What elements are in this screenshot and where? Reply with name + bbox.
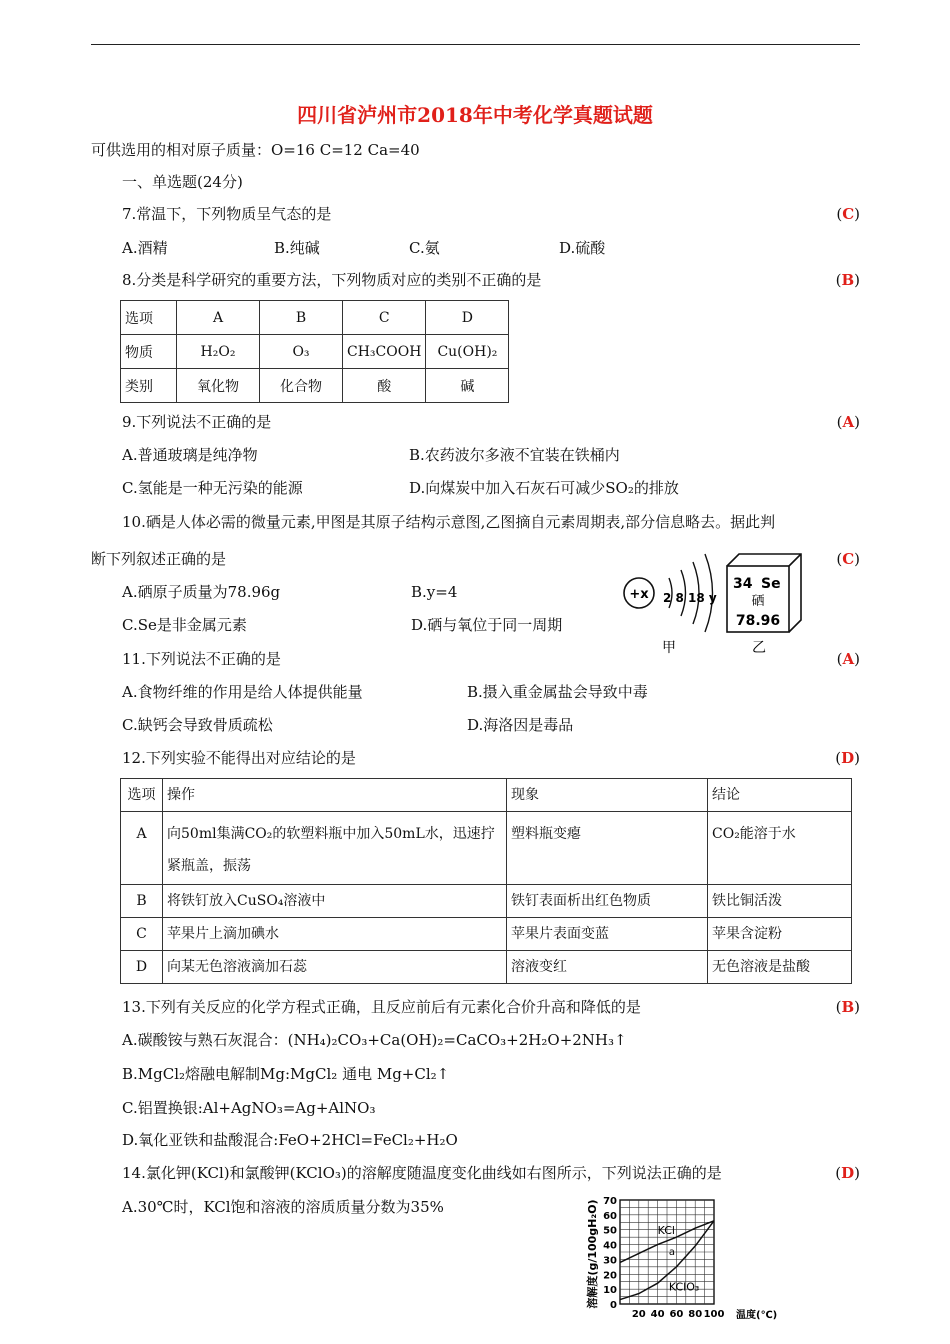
- table-cell: 塑料瓶变瘪: [507, 812, 708, 885]
- table-cell: 溶液变红: [507, 951, 708, 984]
- q13-option-c: C.铝置换银:Al+AgNO₃=Ag+AlNO₃: [122, 1099, 376, 1117]
- table-cell: 碱: [426, 369, 509, 403]
- q13-option-b: B.MgCl₂熔融电解制Mg:MgCl₂ 通电 Mg+Cl₂↑: [122, 1065, 450, 1083]
- question-7-answer: (C): [836, 205, 860, 223]
- table-cell: Cu(OH)₂: [426, 335, 509, 369]
- table-cell: A: [121, 812, 163, 885]
- page-title: 四川省泸州市2018年中考化学真题试题: [297, 103, 653, 127]
- table-row: [121, 301, 509, 335]
- question-14-stem: 14.氯化钾(KCl)和氯酸钾(KClO₃)的溶解度随温度变化曲线如右图所示，下列说法正确的是: [122, 1164, 722, 1182]
- question-10-stem-line2: 断下列叙述正确的是: [91, 550, 227, 568]
- table-cell: 向某无色溶液滴加石蕊: [163, 951, 507, 984]
- series-label-kclo3: KClO₃: [668, 1280, 700, 1294]
- question-10-answer: (C): [836, 550, 860, 568]
- q7-option-a: A.酒精: [122, 239, 168, 257]
- question-8-table: [120, 300, 509, 403]
- intersection-label: a: [668, 1246, 676, 1258]
- table-cell: 无色溶液是盐酸: [708, 951, 852, 984]
- y-tick-label: 30: [603, 1255, 617, 1267]
- q9-option-d: D.向煤炭中加入石灰石可减少SO₂的排放: [409, 479, 679, 497]
- table-row: [121, 918, 852, 951]
- atomic-masses: 可供选用的相对原子质量：O=16 C=12 Ca=40: [91, 141, 420, 159]
- q10-option-b: B.y=4: [411, 583, 458, 601]
- question-9-stem: 9.下列说法不正确的是: [122, 413, 272, 431]
- table-cell: 铁钉表面析出红色物质: [507, 885, 708, 918]
- table-cell: D: [121, 951, 163, 984]
- x-tick-label: 20: [631, 1309, 646, 1320]
- table-row: [121, 779, 852, 812]
- y-tick-label: 40: [603, 1240, 617, 1252]
- table-header: 现象: [507, 779, 708, 812]
- q7-option-b: B.纯碱: [274, 239, 320, 257]
- q7-option-c: C.氨: [409, 239, 440, 257]
- question-8-answer: (B): [835, 271, 860, 289]
- question-13-stem: 13.下列有关反应的化学方程式正确，且反应前后有元素化合价升高和降低的是: [122, 998, 641, 1016]
- electron-config: 2 8 18 y: [663, 591, 717, 605]
- table-cell: CO₂能溶于水: [708, 812, 852, 885]
- y-tick-label: 70: [603, 1196, 617, 1207]
- table-cell: 向50ml集满CO₂的软塑料瓶中加入50mL水，迅速拧紧瓶盖，振荡: [163, 812, 507, 885]
- q9-option-b: B.农药波尔多液不宜装在铁桶内: [409, 446, 620, 464]
- table-cell: 氧化物: [177, 369, 260, 403]
- table-cell: 化合物: [260, 369, 343, 403]
- solubility-chart: [582, 1188, 817, 1338]
- y-tick-label: 10: [603, 1285, 617, 1297]
- y-tick-label: 60: [603, 1210, 617, 1222]
- table-row: [121, 885, 852, 918]
- x-axis-label: 温度(℃): [736, 1310, 778, 1321]
- question-11-answer: (A): [836, 650, 860, 668]
- question-8-stem: 8.分类是科学研究的重要方法，下列物质对应的类别不正确的是: [122, 271, 542, 289]
- q11-option-b: B.摄入重金属盐会导致中毒: [467, 683, 648, 701]
- table-cell: C: [121, 918, 163, 951]
- table-cell: A: [177, 301, 260, 335]
- x-tick-label: 100: [703, 1309, 725, 1320]
- table-header: 结论: [708, 779, 852, 812]
- table-cell: 将铁钉放入CuSO₄溶液中: [163, 885, 507, 918]
- atomic-number: 34: [733, 576, 753, 592]
- table-row: [121, 951, 852, 984]
- table-row: [121, 335, 509, 369]
- q10-option-a: A.硒原子质量为78.96g: [122, 583, 281, 601]
- table-header: 操作: [163, 779, 507, 812]
- table-cell: C: [343, 301, 426, 335]
- element-name: 硒: [751, 594, 765, 609]
- q9-option-c: C.氢能是一种无污染的能源: [122, 479, 303, 497]
- table-row: [121, 812, 852, 885]
- chart-grid: [620, 1200, 714, 1304]
- question-14-answer: (D): [835, 1164, 860, 1182]
- table-cell: D: [426, 301, 509, 335]
- nucleus-label: +x: [629, 587, 649, 602]
- table-cell: 铁比铜活泼: [708, 885, 852, 918]
- q13-option-d: D.氧化亚铁和盐酸混合:FeO+2HCl=FeCl₂+H₂O: [122, 1131, 458, 1149]
- q11-option-a: A.食物纤维的作用是给人体提供能量: [122, 683, 363, 701]
- x-tick-label: 40: [650, 1309, 665, 1320]
- question-12-stem: 12.下列实验不能得出对应结论的是: [122, 749, 356, 767]
- q9-option-a: A.普通玻璃是纯净物: [122, 446, 258, 464]
- question-11-stem: 11.下列说法不正确的是: [122, 650, 281, 668]
- x-tick-label: 60: [669, 1309, 684, 1320]
- y-tick-label: 50: [603, 1225, 617, 1237]
- series-label-kcl: KCl: [657, 1224, 675, 1238]
- y-tick-label: 20: [603, 1270, 617, 1282]
- diagram-a-label: 甲: [662, 640, 676, 656]
- table-cell: H₂O₂: [177, 335, 260, 369]
- question-13-answer: (B): [835, 998, 860, 1016]
- q14-option-a: A.30℃时，KCl饱和溶液的溶质质量分数为35%: [122, 1198, 444, 1216]
- question-12-table: [120, 778, 852, 984]
- table-cell: CH₃COOH: [343, 335, 426, 369]
- y-tick-label: 0: [610, 1300, 617, 1311]
- table-cell: 苹果片上滴加碘水: [163, 918, 507, 951]
- q11-option-c: C.缺钙会导致骨质疏松: [122, 716, 273, 734]
- y-axis-ticks: [603, 1196, 617, 1311]
- table-cell: 酸: [343, 369, 426, 403]
- table-cell: O₃: [260, 335, 343, 369]
- question-7-stem: 7.常温下，下列物质呈气态的是: [122, 205, 332, 223]
- x-axis-ticks: [632, 1309, 725, 1320]
- question-10-stem-line1: 10.硒是人体必需的微量元素,甲图是其原子结构示意图,乙图摘自元素周期表,部分信息略去。据此判: [122, 513, 776, 531]
- table-cell: 选项: [121, 301, 177, 335]
- q7-option-d: D.硫酸: [559, 239, 606, 257]
- table-row: [121, 369, 509, 403]
- x-tick-label: 80: [688, 1309, 703, 1320]
- table-cell: 苹果含淀粉: [708, 918, 852, 951]
- q10-option-d: D.硒与氧位于同一周期: [411, 616, 563, 634]
- table-cell: 苹果片表面变蓝: [507, 918, 708, 951]
- header-rule: [91, 44, 860, 45]
- diagram-b-label: 乙: [752, 640, 766, 656]
- question-12-answer: (D): [835, 749, 860, 767]
- table-cell: B: [121, 885, 163, 918]
- section-heading: 一、单选题(24分): [122, 173, 243, 191]
- q13-option-a: A.碳酸铵与熟石灰混合：(NH₄)₂CO₃+Ca(OH)₂=CaCO₃+2H₂O+2NH₃↑: [122, 1031, 627, 1049]
- q10-option-c: C.Se是非金属元素: [122, 616, 247, 634]
- q11-option-d: D.海洛因是毒品: [467, 716, 574, 734]
- y-axis-label: 溶解度(g/100gH₂O): [586, 1199, 599, 1309]
- selenium-diagram: [615, 548, 830, 658]
- table-cell: B: [260, 301, 343, 335]
- question-9-answer: (A): [836, 413, 860, 431]
- atomic-mass: 78.96: [735, 613, 781, 629]
- table-cell: 物质: [121, 335, 177, 369]
- table-header: 选项: [121, 779, 163, 812]
- table-cell: 类别: [121, 369, 177, 403]
- element-symbol: Se: [761, 576, 781, 592]
